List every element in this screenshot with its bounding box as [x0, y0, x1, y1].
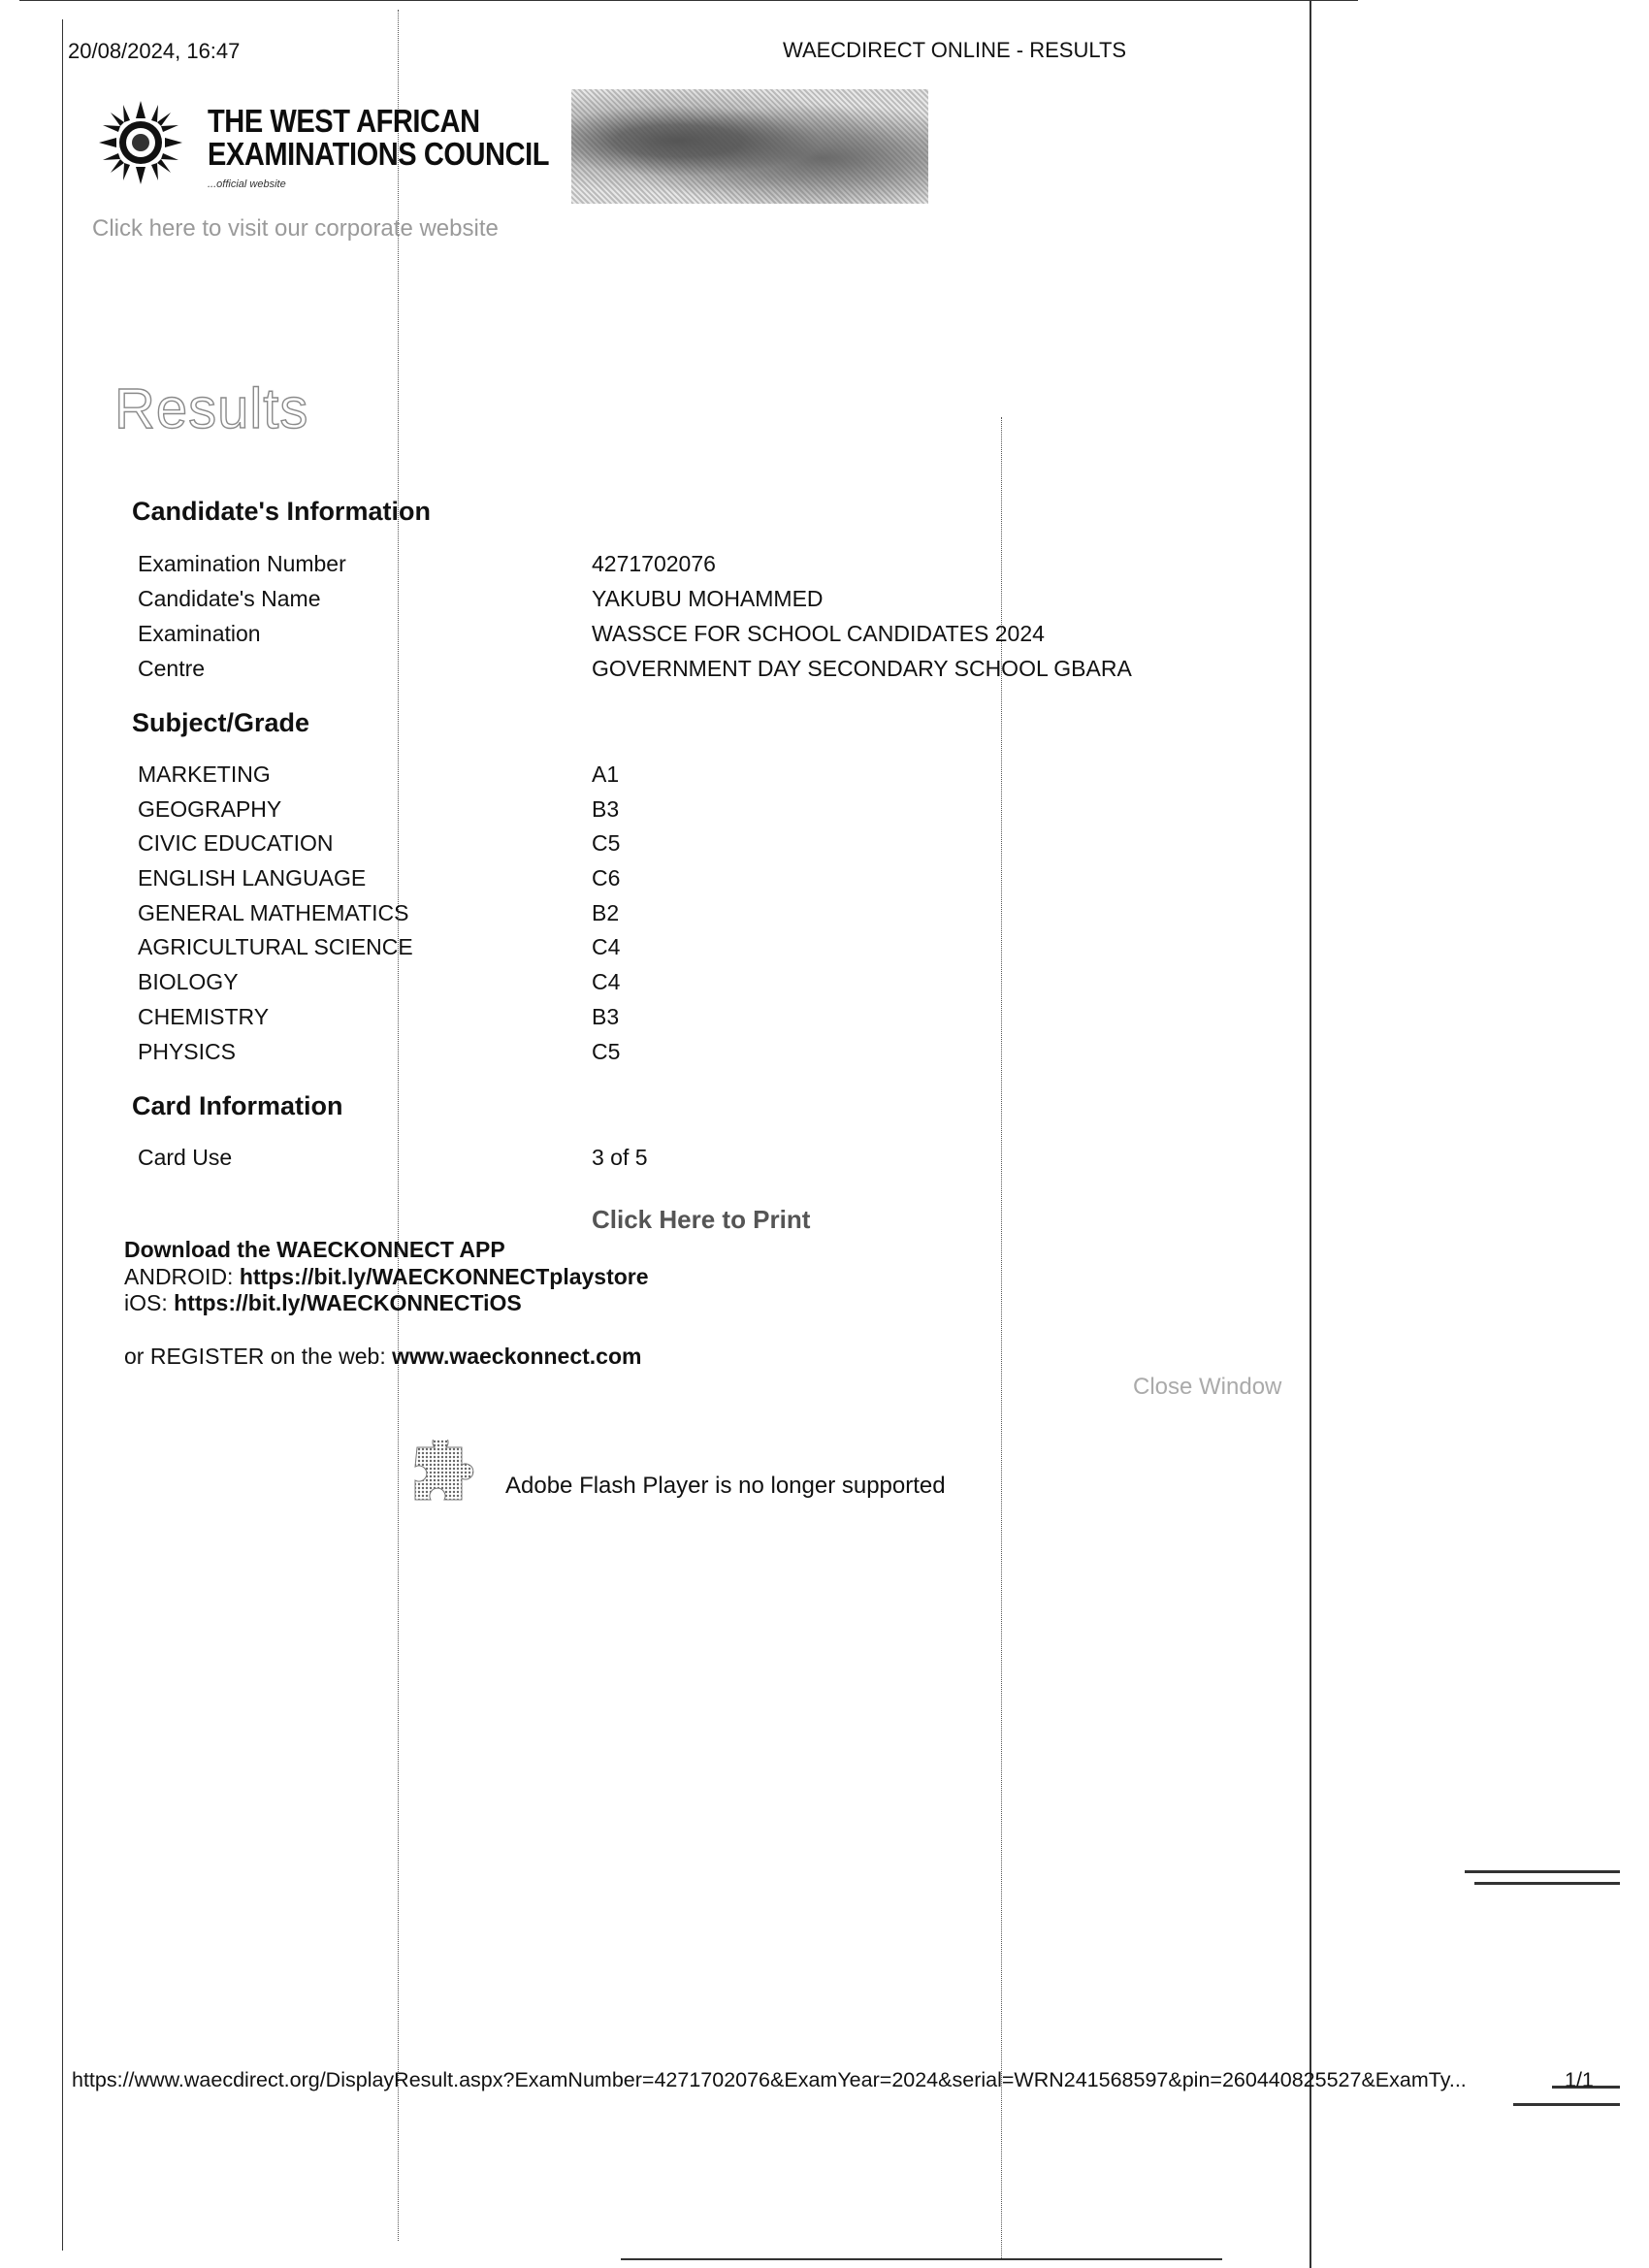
- android-line: [124, 1264, 649, 1290]
- waec-crest-icon: [99, 101, 182, 184]
- subject-grade-heading: Subject/Grade: [132, 708, 310, 737]
- exam-number-value: 4271702076: [592, 551, 716, 576]
- centre-label: Centre: [138, 656, 206, 681]
- register-link[interactable]: www.waeckonnect.com: [392, 1344, 642, 1369]
- print-link[interactable]: Click Here to Print: [592, 1205, 811, 1234]
- scan-fold-line: [398, 10, 401, 2241]
- ios-line: [124, 1290, 522, 1316]
- subject-name: ENGLISH LANGUAGE: [138, 865, 367, 891]
- subject-grade: C4: [592, 934, 621, 959]
- subject-grade: C5: [592, 1039, 621, 1064]
- waec-logo-banner[interactable]: [99, 89, 928, 204]
- subject-grade: B3: [592, 1004, 620, 1029]
- subject-name: CIVIC EDUCATION: [138, 830, 334, 856]
- subject-name: BIOLOGY: [138, 969, 239, 994]
- subject-grade: C5: [592, 830, 621, 856]
- subject-grade: C6: [592, 865, 621, 891]
- print-footer-url: https://www.waecdirect.org/DisplayResult.aspx?ExamNumber=4271702076&ExamYear=2024&serial=WRN241568597&pin=260440825527&ExamTy...: [72, 2068, 1467, 2091]
- scan-border-right: [1310, 0, 1311, 2268]
- scan-mark: [1465, 1870, 1620, 1873]
- banner-photo: [571, 89, 928, 204]
- candidate-name-value: YAKUBU MOHAMMED: [592, 586, 824, 611]
- subject-grade: C4: [592, 969, 621, 994]
- print-page-number: 1/1: [1565, 2068, 1594, 2091]
- close-window-link[interactable]: Close Window: [1133, 1374, 1282, 1400]
- subject-grade: B2: [592, 900, 620, 925]
- subject-name: AGRICULTURAL SCIENCE: [138, 934, 413, 959]
- examination-value: WASSCE FOR SCHOOL CANDIDATES 2024: [592, 621, 1045, 646]
- scan-fold-line: [1001, 417, 1004, 2260]
- card-use-label: Card Use: [138, 1145, 233, 1170]
- plugin-missing-icon: [398, 1440, 475, 1527]
- subject-grade: A1: [592, 761, 620, 787]
- candidate-name-label: Candidate's Name: [138, 586, 321, 611]
- waec-logo-title: THE WEST AFRICAN EXAMINATIONS COUNCIL: [208, 103, 550, 172]
- waec-logo-subtitle: ...official website: [208, 178, 286, 190]
- app-promo-heading: Download the WAECKONNECT APP: [124, 1237, 505, 1262]
- scan-mark: [1513, 2103, 1620, 2106]
- subject-name: CHEMISTRY: [138, 1004, 270, 1029]
- scan-border-top: [19, 0, 1358, 1]
- register-label: or REGISTER on the web:: [124, 1344, 393, 1369]
- examination-label: Examination: [138, 621, 261, 646]
- subject-name: GEOGRAPHY: [138, 796, 282, 822]
- flash-unsupported-message: Adobe Flash Player is no longer supported: [505, 1473, 946, 1499]
- centre-value: GOVERNMENT DAY SECONDARY SCHOOL GBARA: [592, 656, 1132, 681]
- card-use-value: 3 of 5: [592, 1145, 648, 1170]
- subject-name: GENERAL MATHEMATICS: [138, 900, 409, 925]
- subject-grade: B3: [592, 796, 620, 822]
- ios-label: iOS:: [124, 1290, 175, 1315]
- exam-number-label: Examination Number: [138, 551, 346, 576]
- subject-name: PHYSICS: [138, 1039, 236, 1064]
- subject-name: MARKETING: [138, 761, 271, 787]
- android-label: ANDROID:: [124, 1264, 240, 1289]
- ios-link[interactable]: https://bit.ly/WAECKONNECTiOS: [174, 1290, 522, 1315]
- scan-mark: [1474, 1882, 1620, 1885]
- print-datetime: 20/08/2024, 16:47: [68, 39, 241, 63]
- candidate-info-heading: Candidate's Information: [132, 497, 431, 526]
- page-title: Results: [114, 377, 309, 440]
- card-info-heading: Card Information: [132, 1091, 343, 1120]
- register-line: [124, 1344, 641, 1370]
- android-link[interactable]: https://bit.ly/WAECKONNECTplaystore: [239, 1264, 649, 1289]
- scan-mark: [621, 2258, 1222, 2260]
- print-page-title: WAECDIRECT ONLINE - RESULTS: [783, 38, 1127, 62]
- corporate-website-link[interactable]: Click here to visit our corporate website: [92, 215, 499, 242]
- scan-border-left: [62, 19, 63, 2251]
